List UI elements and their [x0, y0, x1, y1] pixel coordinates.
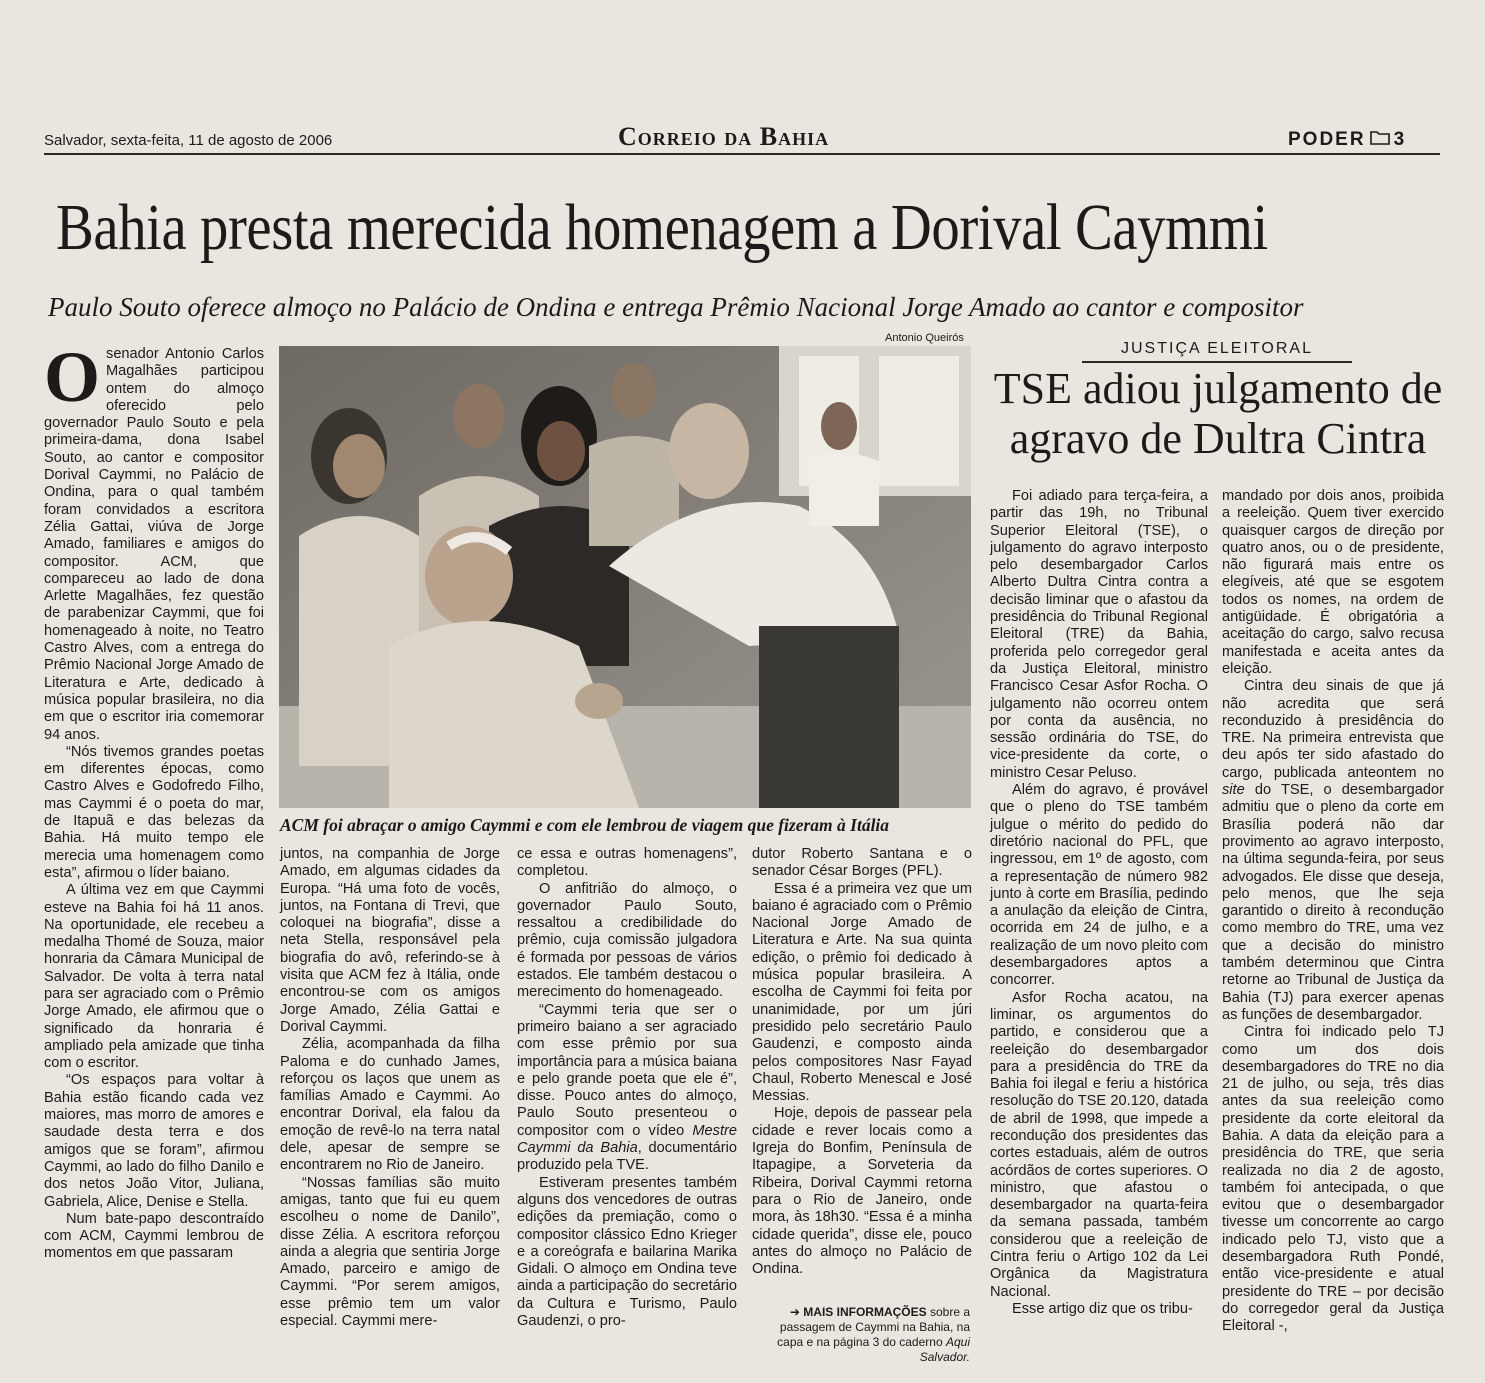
paragraph: Zélia, acompanhada da filha Paloma e do cunhado James, reforçou os laços que unem as famílias Amado e Caymmi. Ao encontrar Dorival, ela falou da emoção de revê-lo na terra natal dele, apesar de sempre se encontrarem no Rio de Janeiro.: [280, 1036, 500, 1174]
paragraph-text: , documentário produzido pela TVE.: [517, 1140, 737, 1174]
paragraph: dutor Roberto Santana e o senador César Borges (PFL).: [752, 846, 972, 880]
arrow-icon: ➔: [789, 1305, 800, 1319]
photo-credit: Antonio Queirós: [885, 332, 964, 344]
paragraph-text: do TSE, o desembargador admitiu que o pleno da corte em Brasília poderá não dar provimento ao agravo interposto, na última segunda-feira, por seus advogados. Ele disse que deseja, pelo menos, que lhe seja garantido o direito à recondução como membro do TRE, uma vez que a decisão do ministro também determinou que Cintra retorne ao Tribunal de Justiça da Bahia (TJ) para exercer apenas as funções de desembargador.: [1222, 782, 1444, 1023]
supplement-name: Aqui Salvador.: [919, 1335, 970, 1364]
photo-caption: ACM foi abraçar o amigo Caymmi e com ele lembrou de viagem que fizeram à Itália: [280, 815, 890, 835]
paragraph-text: Cintra deu sinais de que já não acredita que será reconduzido à presidência do TRE. Na primeira entrevista que deu após ter sido afastado do cargo, publicada anteontem no: [1222, 678, 1444, 781]
main-article-column-3: [517, 846, 737, 1330]
paragraph: Estiveram presentes também alguns dos vencedores de outras edições da premiação, como o compositor clássico Edno Krieger e a coreógrafa e bailarina Marika Gidali. O almoço em Ondina teve ainda a participação do secretário da Cultura e Turismo, Paulo Gaudenzi, o pro-: [517, 1174, 737, 1330]
edition-date: Salvador, sexta-feita, 11 de agosto de 2006: [44, 132, 333, 149]
section-name: PODER: [1288, 129, 1366, 150]
paragraph: [517, 1002, 737, 1175]
paragraph: juntos, na companhia de Jorge Amado, em algumas cidades da Europa. “Há uma foto de vocês, juntos, na Fontana di Trevi, que coloquei na biografia”, disse a neta Stella, responsável pela biografia do avô, referindo-se à visita que ACM fez à Itália, onde encontrou-se com os amigos Jorge Amado, Zélia Gattai e Dorival Caymmi.: [280, 846, 500, 1035]
more-info-box: [762, 1305, 970, 1365]
dropcap: O: [44, 337, 101, 417]
side-article-kicker: JUSTIÇA ELEITORAL: [1082, 340, 1352, 363]
main-article-column-1: [44, 337, 264, 1263]
paragraph: ce essa e outras homenagens”, completou.: [517, 846, 737, 880]
paragraph: Esse artigo diz que os tribu-: [1012, 1300, 1193, 1317]
main-article-column-2: [280, 846, 500, 1330]
paragraph: O anfitrião do almoço, o governador Paulo Souto, ressaltou a credibilidade do prêmio, cuja comissão julgadora é formada por pessoas de vários estados. Ele também destacou o merecimento do homenageado.: [517, 880, 737, 1001]
paragraph: Foi adiado para terça-feira, a partir das 19h, no Tribunal Superior Eleitoral (TSE), o julgamento do agravo interposto pelo desembargador Carlos Alberto Dultra Cintra contra a decisão liminar que o afastou da presidência do Tribunal Regional Eleitoral (TRE) da Bahia, proferida pelo corregedor geral da Justiça Eleitoral, ministro Francisco Cesar Asfor Rocha. O julgamento não ocorreu ontem por conta da ausência, no sessão ordinária do TSE, do vice-presidente da corte, o ministro Cesar Peluso.: [990, 488, 1208, 781]
paragraph: mandado por dois anos, proibida a reeleição. Quem tiver exercido quaisquer cargos de direção por quatro anos, ou o de presidente, não figurará mais entre os elegíveis, até que se esgotem todos os nomes, na ordem de antigüidade. É obrigatória a aceitação do cargo, salvo recusa manifestada e aceita antes da eleição.: [1222, 488, 1444, 677]
page-number: 3: [1393, 129, 1407, 150]
paragraph-text: “Caymmi teria que ser o primeiro baiano a ser agraciado com esse prêmio por sua importância para a música baiana e pelo grande poeta que ele é”, disse. Pouco antes do almoço, Paulo Souto presenteou o compositor com o vídeo: [517, 1001, 737, 1139]
header-rule: [44, 153, 1440, 155]
main-headline: Bahia presta merecida homenagem a Dorival Caymmi: [56, 191, 1268, 264]
paragraph: [1222, 678, 1444, 1024]
paragraph: Além do agravo, é provável que o pleno do TSE também julgue o mérito do pedido do diretório nacional do PFL, que ingressou, em 1º de agosto, com a representação de número 982 junto à corte em Brasília, pedindo a anulação da eleição de Cintra, ocorrida em 24 de julho, e a realização de um novo pleito com desembargadores aptos a concorrer.: [990, 782, 1208, 989]
folder-icon: [1370, 129, 1390, 151]
more-info-label: MAIS INFORMAÇÕES: [803, 1305, 927, 1319]
more-info-text: sobre a passagem de Caymmi na Bahia, na capa e na página 3 do caderno: [777, 1305, 970, 1349]
paragraph: senador Antonio Carlos Magalhães participou ontem do almoço oferecido pelo governador Paulo Souto e pela primeira-dama, dona Isabel Souto, ao cantor e compositor Dorival Caymmi, no Palácio de Ondina, para o qual também foram convidados a escritora Zélia Gattai, viúva de Jorge Amado, familiares e amigos do compositor. ACM, que compareceu ao lado de dona Arlette Magalhães, fez questão de parabenizar Caymmi, que foi homenageado à noite, no Teatro Castro Alves, com a entrega do Prêmio Nacional Jorge Amado de Literatura e Arte, dedicado à música popular brasileira, no dia em que o escritor iria comemorar 94 anos.: [44, 346, 264, 743]
newspaper-name: Correio da Bahia: [618, 122, 830, 151]
video-title: Mestre Caymmi da Bahia: [517, 1122, 737, 1157]
paragraph: Hoje, depois de passear pela cidade e rever locais como a Igreja do Bonfim, Península de Itapagipe, a Sorveteria da Ribeira, Dorival Caymmi retorna para o Rio de Janeiro, onde mora, às 18h30. “Essa é a minha cidade querida”, disse ele, pouco antes do almoço no Palácio de Ondina.: [752, 1105, 972, 1278]
news-photo: [279, 346, 971, 808]
main-subheadline: Paulo Souto oferece almoço no Palácio de Ondina e entrega Prêmio Nacional Jorge Amado ao cantor e compositor: [48, 292, 1304, 322]
paragraph: Num bate-papo descontraído com ACM, Caymmi lembrou de momentos em que passaram: [44, 1210, 264, 1262]
site-word: site: [1222, 782, 1245, 799]
main-article-column-4: [752, 846, 972, 1278]
side-article-title: TSE adiou julgamento de agravo de Dultra Cintra: [993, 364, 1443, 463]
section-header: [1288, 129, 1406, 151]
side-article-column-2: [1222, 488, 1444, 1336]
paragraph: “Nossas famílias são muito amigas, tanto que fui eu quem escolheu o nome de Danilo”, disse Zélia. A escritora reforçou ainda a alegria que sentiria Jorge Amado, parceiro e amigo de Caymmi. “Por serem amigos, esse prêmio tem um valor especial. Caymmi mere-: [280, 1174, 500, 1330]
paragraph: Essa é a primeira vez que um baiano é agraciado com o Prêmio Nacional Jorge Amado de Literatura e Arte. Na sua quinta edição, o prêmio foi dedicado à música popular brasileira. A escolha de Caymmi foi feita por unanimidade, por um júri presidido pelo secretário Paulo Gaudenzi, e composto ainda pelos compositores Nasr Fayad Chaul, Roberto Menescal e José Messias.: [752, 880, 972, 1105]
paragraph: “Nós tivemos grandes poetas em diferentes épocas, como Castro Alves e Godofredo Filho, mas Caymmi é o poeta do mar, de Itapuã e das belezas da Bahia. Há muito tempo ele merecia uma homenagem como esta”, afirmou o líder baiano.: [44, 743, 264, 881]
paragraph: Asfor Rocha acatou, na liminar, os argumentos do partido, e considerou que a reeleição do desembargador para a presidência do TRE da Bahia foi ilegal e feriu a histórica resolução do TSE 20.120, datada de abril de 1998, que impede a recondução dos presidentes das cortes estaduais, além de outros acórdãos de cortes superiores. O ministro, que afastou o desembargador na quarta-feira da semana passada, também considerou que a reeleição de Cintra feriu o Artigo 102 da Lei Orgânica da Magistratura Nacional.: [990, 989, 1208, 1300]
paragraph: “Os espaços para voltar à Bahia estão ficando cada vez maiores, mas morro de amores e saudade desta terra e dos amigos que se foram”, afirmou Caymmi, ao lado do filho Danilo e dos netos João Vitor, Juliana, Gabriela, Alice, Denise e Stella.: [44, 1072, 264, 1210]
side-article-column-1: [990, 488, 1208, 1318]
paragraph: Cintra foi indicado pelo TJ como um dos dois desembargadores do TRE no dia 21 de julho, ou seja, três dias antes da sua reeleição como presidente da corte eleitoral da Bahia. A data da eleição para a presidência do TRE, que seria realizada no dia 2 de agosto, também foi antecipada, o que evitou que o desembargador tivesse um concorrente ao cargo indicado pelo TJ, visto que a desembargadora Ruth Pondé, então vice-presidente e atual presidente do TRE – por decisão do corregedor geral da Justiça Eleitoral -,: [1222, 1024, 1444, 1335]
paragraph: A última vez em que Caymmi esteve na Bahia foi há 11 anos. Na oportunidade, ele recebeu a medalha Thomé de Souza, maior honraria da Câmara Municipal de Salvador. De volta à terra natal para ser agraciado com o Prêmio Jorge Amado, ele afirmou que o significado da honraria é ampliado pela amizade que tinha com o escritor.: [44, 882, 264, 1072]
